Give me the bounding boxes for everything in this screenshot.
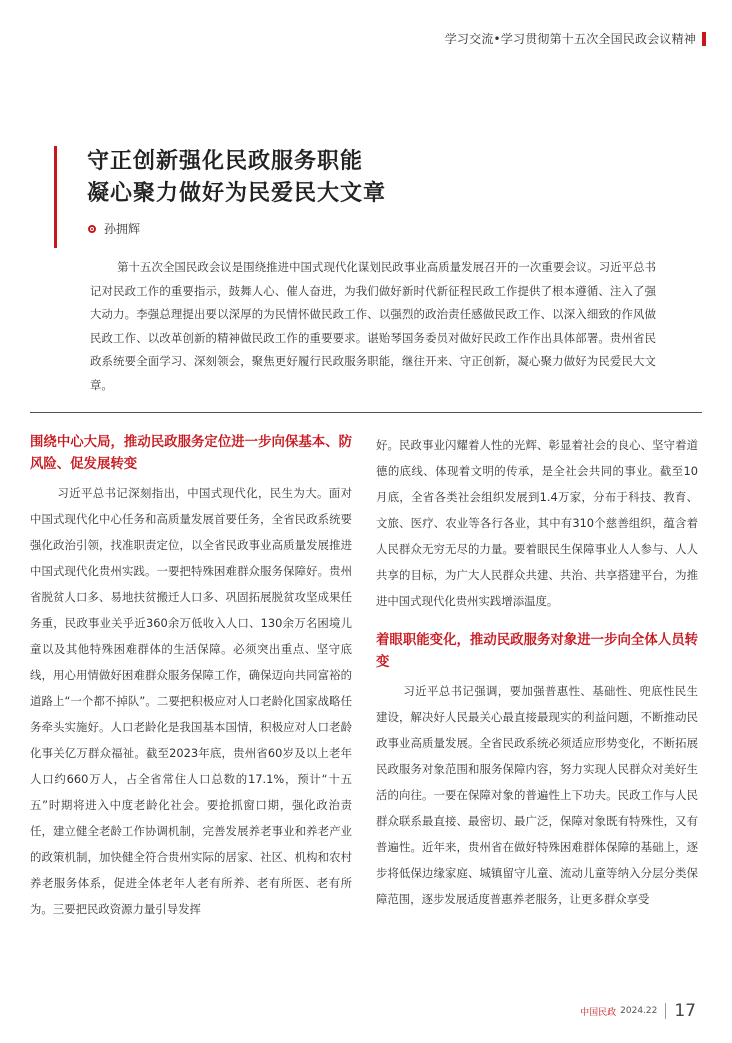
article-title-line-1: 守正创新强化民政服务职能: [87, 149, 364, 174]
left-column: [30, 432, 352, 922]
article-title-line-2: 凝心聚力做好为民爱民大文章: [87, 181, 387, 206]
article-abstract: [90, 256, 656, 397]
footer-issue-number: 2024.22: [620, 1006, 658, 1016]
footer-separator: [665, 1003, 666, 1019]
section-2-paragraph: 习近平总书记强调，要加强普惠性、基础性、兜底性民生建设，解决好人民最关心最直接最现实的利益问题，不断推动民政事业高质量发展。全省民政系统必须适应形势变化，不断拓展民政服务对象范围和服务保障内容，努力实现人民群众对美好生活的向往。一要在保障对象的普遍性上下功夫。民政工作与人民群众联系最直接、最密切、最广泛，保障对象既有特殊性，又有普遍性。近年来，贵州省在做好特殊困难群体保障的基础上，逐步将低保边缘家庭、城镇留守儿童、流动儿童等纳入分层分类保障范围，逐步发展适度普惠养老服务，让更多群众享受: [376, 684, 698, 906]
running-header: [445, 30, 706, 47]
author-byline: [88, 220, 140, 237]
right-column: [376, 432, 698, 912]
section-1-paragraph-part-2: 好。民政事业闪耀着人性的光辉、彰显着社会的良心、坚守着道德的底线、体现着文明的传承，是全社会共同的事业。截至10月底，全省各类社会组织发展到1.4万家，分布于科技、教育、文旅、医疗、农业等各行各业，其中有310个慈善组织，蕴含着人民群众无穷无尽的力量。要着眼民生保障事业人人参与、人人共享的目标，为广大人民群众共建、共治、共享搭建平台，为推进中国式现代化贵州实践增添温度。: [376, 438, 698, 608]
section-2-heading: 着眼职能变化，推动民政服务对象进一步向全体人员转变: [376, 633, 698, 670]
header-accent-bar: [702, 32, 706, 46]
footer-magazine-name: 中国民政: [580, 1007, 617, 1018]
running-title: 学习交流•学习贯彻第十五次全国民政会议精神: [444, 32, 696, 46]
section-1-paragraph-part-1: 习近平总书记深刻指出，中国式现代化，民生为大。面对中国式现代化中心任务和高质量发展首要任务，全省民政系统要强化政治引领，找准职责定位，以全省民政事业高质量发展推进中国式现代化贵州实践。一要把特殊困难群众服务保障好。贵州省脱贫人口多、易地扶贫搬迁人口多、巩固拓展脱贫攻坚成果任务重，民政事业关乎近360余万低收入人口、130余万名困境儿童以及其他特殊困难群体的生活保障。必须突出重点、坚守底线，用心用情做好困难群众服务保障工作，确保迈向共同富裕的道路上“一个都不掉队”。二要把积极应对人口老龄化国家战略任务牵头实施好。人口老龄化是我国基本国情，积极应对人口老龄化事关亿万群众福祉。截至2023年底，贵州省60岁及以上老年人口约660万人，占全省常住人口总数的17.1%，预计“十五五”时期将进入中度老龄化社会。要抢抓窗口期，强化政治责任，建立健全老龄工作协调机制，完善发展养老事业和养老产业的政策机制，加快健全符合贵州实际的居家、社区、机构和农村养老服务体系，促进全体老年人老有所养、老有所医、老有所为。三要把民政资源力量引导发挥: [30, 486, 352, 916]
author-name: 孙拥辉: [104, 222, 141, 236]
page-number: 17: [674, 1001, 696, 1021]
section-1-heading: 围绕中心大局，推动民政服务定位进一步向保基本、防风险、促发展转变: [30, 435, 352, 472]
page-footer: [580, 1001, 696, 1021]
abstract-text: 第十五次全国民政会议是围绕推进中国式现代化谋划民政事业高质量发展召开的一次重要会议。习近平总书记对民政工作的重要指示，鼓舞人心、催人奋进，为我们做好新时代新征程民政工作提供了根本遵循、注入了强大动力。李强总理提出要以深厚的为民情怀做民政工作、以强烈的政治责任感做民政工作、以深入细致的作风做民政工作、以改革创新的精神做民政工作的重要要求。谌贻琴国务委员对做好民政工作作出具体部署。贵州省民政系统要全面学习、深刻领会，聚焦更好履行民政服务职能，继往开来、守正创新，凝心聚力做好为民爱民大文章。: [90, 260, 656, 392]
author-bullet-icon: [88, 225, 96, 233]
section-divider: [30, 412, 702, 413]
